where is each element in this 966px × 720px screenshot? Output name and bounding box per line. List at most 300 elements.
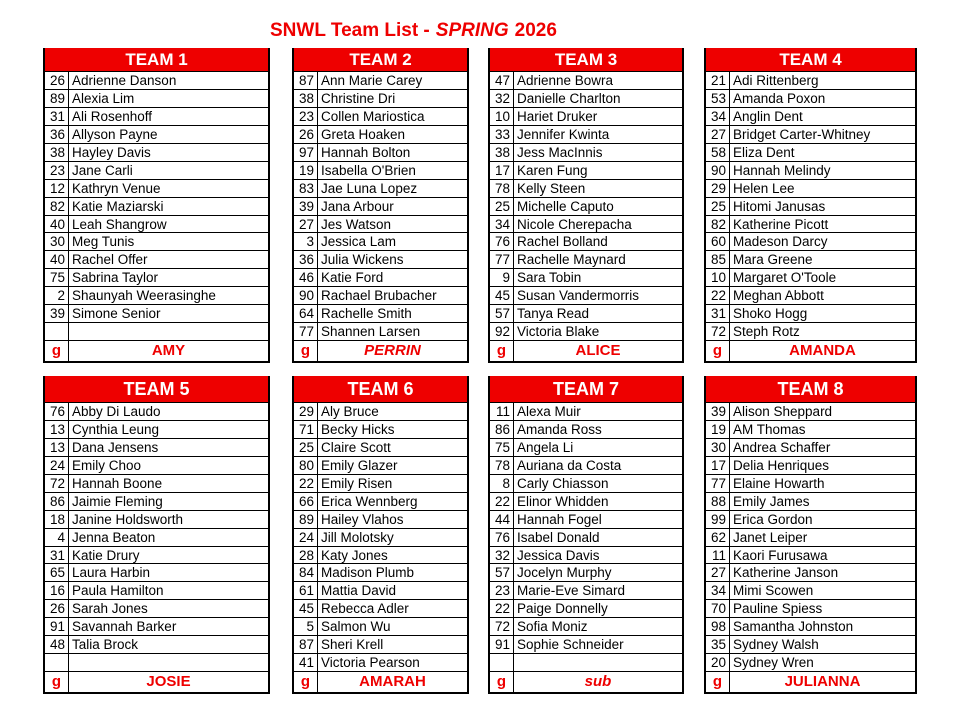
player-name: Hitomi Janusas — [733, 198, 826, 214]
player-row — [706, 403, 915, 421]
jersey-number: 13 — [45, 421, 69, 438]
player-name: Katie Ford — [321, 270, 384, 286]
goalie-marker: g — [294, 672, 318, 692]
goalie-row — [706, 672, 915, 692]
player-name — [69, 654, 268, 671]
player-name: Angela Li — [517, 439, 574, 455]
player-row — [706, 162, 915, 180]
team-header: TEAM 5 — [45, 376, 268, 403]
team-table — [43, 48, 270, 363]
player-row — [490, 108, 682, 126]
jersey-number: 72 — [706, 323, 730, 340]
jersey-number: 89 — [45, 90, 69, 107]
player-name: Jennifer Kwinta — [517, 126, 610, 142]
player-row — [706, 457, 915, 475]
player-name: Dana Jensens — [72, 439, 159, 455]
player-name: Christine Dri — [321, 90, 396, 106]
jersey-number: 48 — [45, 636, 69, 653]
jersey-number: 72 — [45, 475, 69, 492]
player-name: Hayley Davis — [72, 144, 151, 160]
team-header: TEAM 6 — [294, 376, 467, 403]
jersey-number: 66 — [294, 493, 318, 510]
jersey-number: 82 — [706, 216, 730, 233]
team-header: TEAM 7 — [490, 376, 682, 403]
player-row — [490, 457, 682, 475]
player-row — [706, 251, 915, 269]
player-name: Rachel Bolland — [517, 234, 608, 250]
jersey-number: 53 — [706, 90, 730, 107]
player-name: AM Thomas — [733, 421, 806, 437]
player-name: Jessica Davis — [517, 547, 600, 563]
player-name: Jana Arbour — [321, 198, 394, 214]
jersey-number: 31 — [45, 108, 69, 125]
player-row — [490, 529, 682, 547]
jersey-number: 61 — [294, 582, 318, 599]
player-row — [45, 216, 268, 234]
jersey-number: 90 — [294, 287, 318, 304]
player-row — [490, 305, 682, 323]
player-row — [490, 511, 682, 529]
player-name: Jocelyn Murphy — [517, 565, 612, 581]
player-row — [45, 126, 268, 144]
jersey-number: 78 — [490, 180, 514, 197]
player-name: Tanya Read — [517, 306, 590, 322]
player-row — [490, 547, 682, 565]
jersey-number: 82 — [45, 198, 69, 215]
goalie-row — [490, 672, 682, 692]
player-name: Janet Leiper — [733, 529, 808, 545]
jersey-number: 80 — [294, 457, 318, 474]
jersey-number: 75 — [490, 439, 514, 456]
team-header: TEAM 4 — [706, 48, 915, 72]
player-row — [294, 547, 467, 565]
player-name: Amanda Poxon — [733, 90, 826, 106]
player-name: Susan Vandermorris — [517, 288, 640, 304]
player-name: Victoria Pearson — [321, 655, 420, 671]
jersey-number: 11 — [490, 403, 514, 420]
jersey-number: 85 — [706, 251, 730, 268]
team-table — [488, 376, 684, 694]
player-name: Adrienne Bowra — [517, 73, 614, 88]
player-row — [490, 251, 682, 269]
player-name: Marie-Eve Simard — [517, 583, 626, 599]
jersey-number: 31 — [45, 547, 69, 564]
player-name: Helen Lee — [733, 180, 795, 196]
jersey-number: 27 — [706, 564, 730, 581]
player-name: Sydney Walsh — [733, 637, 819, 653]
title-main: SNWL Team List - — [270, 20, 430, 41]
jersey-number: 57 — [490, 564, 514, 581]
goalie-marker: g — [45, 672, 69, 692]
goalie-row — [45, 341, 268, 361]
player-name: Steph Rotz — [733, 324, 800, 340]
team-header: TEAM 8 — [706, 376, 915, 403]
jersey-number: 89 — [294, 511, 318, 528]
jersey-number: 26 — [294, 126, 318, 143]
player-name: Carly Chiasson — [517, 475, 609, 491]
player-name: Mara Greene — [733, 252, 813, 268]
player-row — [45, 475, 268, 493]
player-row — [45, 269, 268, 287]
page-title — [270, 20, 557, 44]
title-year: 2026 — [514, 20, 557, 41]
player-name: Jaimie Fleming — [72, 493, 163, 509]
player-row — [490, 636, 682, 654]
jersey-number: 23 — [490, 582, 514, 599]
jersey-number: 39 — [706, 403, 730, 420]
goalie-marker: g — [706, 341, 730, 361]
jersey-number: 34 — [490, 216, 514, 233]
player-row — [45, 251, 268, 269]
player-name: Sofia Moniz — [517, 619, 588, 635]
player-row — [706, 547, 915, 565]
player-name: Paige Donnelly — [517, 601, 608, 617]
player-name: Delia Henriques — [733, 457, 830, 473]
jersey-number: 62 — [706, 529, 730, 546]
player-row — [490, 654, 682, 672]
player-name: Amanda Ross — [517, 421, 602, 437]
player-row — [294, 403, 467, 421]
player-row — [45, 305, 268, 323]
player-row — [706, 421, 915, 439]
player-row — [490, 582, 682, 600]
player-row — [294, 439, 467, 457]
jersey-number: 77 — [294, 323, 318, 340]
player-name: Collen Mariostica — [321, 108, 425, 124]
player-row — [706, 180, 915, 198]
jersey-number: 29 — [294, 403, 318, 420]
jersey-number: 33 — [490, 126, 514, 143]
jersey-number: 27 — [706, 126, 730, 143]
jersey-number: 22 — [294, 475, 318, 492]
player-row — [706, 618, 915, 636]
jersey-number: 70 — [706, 600, 730, 617]
player-row — [45, 600, 268, 618]
player-name: Aly Bruce — [321, 404, 379, 419]
player-name: Isabella O'Brien — [321, 162, 416, 178]
player-name: Leah Shangrow — [72, 216, 167, 232]
player-name: Shannen Larsen — [321, 324, 421, 340]
jersey-number: 40 — [45, 251, 69, 268]
player-row — [45, 582, 268, 600]
player-name: Laura Harbin — [72, 565, 151, 581]
jersey-number: 30 — [45, 233, 69, 250]
jersey-number: 77 — [706, 475, 730, 492]
player-name: Emily Risen — [321, 475, 393, 491]
jersey-number: 4 — [45, 529, 69, 546]
player-name: Pauline Spiess — [733, 601, 823, 617]
player-name: Karen Fung — [517, 162, 588, 178]
player-name: Margaret O'Toole — [733, 270, 837, 286]
player-row — [45, 511, 268, 529]
player-row — [706, 636, 915, 654]
jersey-number: 76 — [490, 233, 514, 250]
jersey-number: 91 — [45, 618, 69, 635]
player-row — [294, 126, 467, 144]
jersey-number: 9 — [490, 269, 514, 286]
player-name: Isabel Donald — [517, 529, 600, 545]
jersey-number: 11 — [706, 547, 730, 564]
goalie-marker: g — [490, 341, 514, 361]
jersey-number: 8 — [490, 475, 514, 492]
jersey-number: 28 — [294, 547, 318, 564]
jersey-number: 84 — [294, 564, 318, 581]
player-row — [45, 144, 268, 162]
player-name: Mimi Scowen — [733, 583, 814, 599]
player-row — [45, 439, 268, 457]
player-row — [45, 421, 268, 439]
player-name: Shaunyah Weerasinghe — [72, 288, 216, 304]
player-row — [294, 162, 467, 180]
player-row — [706, 529, 915, 547]
player-row — [294, 269, 467, 287]
player-row — [706, 439, 915, 457]
player-name: Anglin Dent — [733, 108, 803, 124]
team-table — [43, 376, 270, 694]
player-name: Alexa Muir — [517, 404, 581, 419]
player-row — [490, 72, 682, 90]
player-row — [490, 269, 682, 287]
goalie-row — [490, 341, 682, 361]
player-name: Nicole Cherepacha — [517, 216, 632, 232]
jersey-number: 34 — [706, 108, 730, 125]
jersey-number: 38 — [45, 144, 69, 161]
player-row — [490, 198, 682, 216]
player-name: Katherine Janson — [733, 565, 839, 581]
player-row — [706, 198, 915, 216]
jersey-number: 76 — [45, 403, 69, 420]
team-header: TEAM 3 — [490, 48, 682, 72]
player-name: Emily James — [733, 493, 810, 509]
player-name: Sabrina Taylor — [72, 270, 159, 286]
goalie-marker: g — [706, 672, 730, 692]
jersey-number: 39 — [45, 305, 69, 322]
player-name: Hannah Melindy — [733, 162, 831, 178]
goalie-name: PERRIN — [364, 342, 421, 360]
player-row — [294, 305, 467, 323]
player-name: Hannah Boone — [72, 475, 163, 491]
goalie-name: JOSIE — [146, 673, 191, 691]
jersey-number: 97 — [294, 144, 318, 161]
player-row — [490, 564, 682, 582]
jersey-number: 31 — [706, 305, 730, 322]
jersey-number: 98 — [706, 618, 730, 635]
player-name: Auriana da Costa — [517, 457, 622, 473]
player-name: Kelly Steen — [517, 180, 586, 196]
jersey-number: 22 — [490, 493, 514, 510]
player-name: Ali Rosenhoff — [72, 108, 153, 124]
player-name: Hailey Vlahos — [321, 511, 404, 527]
player-row — [294, 475, 467, 493]
player-name — [514, 654, 682, 671]
jersey-number: 23 — [45, 162, 69, 179]
jersey-number: 83 — [294, 180, 318, 197]
player-name: Michelle Caputo — [517, 198, 614, 214]
goalie-marker: g — [294, 341, 318, 361]
jersey-number: 88 — [706, 493, 730, 510]
player-name: Emily Choo — [72, 457, 142, 473]
jersey-number: 2 — [45, 287, 69, 304]
player-row — [490, 403, 682, 421]
player-name: Sydney Wren — [733, 655, 814, 671]
jersey-number — [490, 654, 514, 671]
player-row — [706, 108, 915, 126]
player-row — [294, 511, 467, 529]
player-row — [45, 654, 268, 672]
player-name: Hannah Bolton — [321, 144, 411, 160]
jersey-number: 27 — [294, 216, 318, 233]
team-header: TEAM 1 — [45, 48, 268, 72]
player-name: Rachelle Maynard — [517, 252, 626, 268]
player-row — [490, 90, 682, 108]
player-name: Jess MacInnis — [517, 144, 603, 160]
player-name: Hannah Fogel — [517, 511, 602, 527]
player-row — [490, 421, 682, 439]
player-name: Sara Tobin — [517, 270, 582, 286]
player-row — [45, 636, 268, 654]
player-name: Ann Marie Carey — [321, 73, 423, 88]
player-row — [706, 144, 915, 162]
jersey-number: 22 — [706, 287, 730, 304]
player-name: Savannah Barker — [72, 619, 177, 635]
player-row — [45, 108, 268, 126]
player-row — [45, 618, 268, 636]
team-table — [292, 376, 469, 694]
jersey-number — [45, 654, 69, 671]
player-name: Kaori Furusawa — [733, 547, 828, 563]
player-row — [706, 654, 915, 672]
jersey-number: 24 — [294, 529, 318, 546]
jersey-number: 24 — [45, 457, 69, 474]
player-row — [294, 618, 467, 636]
jersey-number: 47 — [490, 72, 514, 89]
player-row — [294, 323, 467, 341]
player-row — [45, 72, 268, 90]
player-name: Bridget Carter-Whitney — [733, 126, 871, 142]
goalie-row — [45, 672, 268, 692]
jersey-number: 29 — [706, 180, 730, 197]
player-row — [490, 439, 682, 457]
player-row — [45, 90, 268, 108]
jersey-number: 34 — [706, 582, 730, 599]
team-table — [488, 48, 684, 363]
player-row — [490, 493, 682, 511]
jersey-number: 25 — [294, 439, 318, 456]
player-row — [294, 529, 467, 547]
jersey-number — [45, 323, 69, 340]
player-name: Alexia Lim — [72, 90, 135, 106]
player-name: Mattia David — [321, 583, 397, 599]
jersey-number: 75 — [45, 269, 69, 286]
goalie-name: AMARAH — [359, 673, 426, 691]
team-table — [704, 376, 917, 694]
player-name: Rachel Offer — [72, 252, 148, 268]
player-name: Jane Carli — [72, 162, 133, 178]
jersey-number: 18 — [45, 511, 69, 528]
team-table — [704, 48, 917, 363]
player-row — [45, 403, 268, 421]
jersey-number: 19 — [706, 421, 730, 438]
player-row — [294, 421, 467, 439]
player-name — [69, 323, 268, 340]
player-name: Abby Di Laudo — [72, 404, 161, 419]
player-row — [294, 457, 467, 475]
title-season: SPRING — [435, 20, 509, 41]
jersey-number: 86 — [490, 421, 514, 438]
player-row — [706, 475, 915, 493]
player-row — [490, 216, 682, 234]
player-name: Elinor Whidden — [517, 493, 609, 509]
player-row — [294, 233, 467, 251]
jersey-number: 45 — [294, 600, 318, 617]
player-name: Alison Sheppard — [733, 404, 833, 419]
goalie-row — [294, 672, 467, 692]
jersey-number: 10 — [490, 108, 514, 125]
player-row — [294, 636, 467, 654]
player-row — [294, 251, 467, 269]
player-row — [706, 72, 915, 90]
player-row — [490, 233, 682, 251]
player-row — [490, 323, 682, 341]
jersey-number: 36 — [45, 126, 69, 143]
player-row — [490, 162, 682, 180]
jersey-number: 26 — [45, 600, 69, 617]
jersey-number: 64 — [294, 305, 318, 322]
player-name: Janine Holdsworth — [72, 511, 184, 527]
player-row — [45, 233, 268, 251]
player-row — [45, 198, 268, 216]
jersey-number: 38 — [490, 144, 514, 161]
jersey-number: 32 — [490, 90, 514, 107]
jersey-number: 22 — [490, 600, 514, 617]
player-row — [490, 475, 682, 493]
jersey-number: 41 — [294, 654, 318, 671]
goalie-marker: g — [490, 672, 514, 692]
jersey-number: 46 — [294, 269, 318, 286]
player-name: Katie Drury — [72, 547, 140, 563]
jersey-number: 25 — [490, 198, 514, 215]
player-row — [294, 287, 467, 305]
player-name: Jessica Lam — [321, 234, 397, 250]
jersey-number: 19 — [294, 162, 318, 179]
jersey-number: 13 — [45, 439, 69, 456]
player-name: Jill Molotsky — [321, 529, 394, 545]
player-row — [45, 457, 268, 475]
goalie-row — [294, 341, 467, 361]
jersey-number: 87 — [294, 636, 318, 653]
player-name: Danielle Charlton — [517, 90, 621, 106]
player-name: Meghan Abbott — [733, 288, 824, 304]
jersey-number: 30 — [706, 439, 730, 456]
player-row — [706, 493, 915, 511]
player-row — [706, 305, 915, 323]
player-name: Jes Watson — [321, 216, 392, 232]
jersey-number: 65 — [45, 564, 69, 581]
player-row — [294, 564, 467, 582]
player-row — [706, 511, 915, 529]
player-row — [706, 90, 915, 108]
player-name: Allyson Payne — [72, 126, 158, 142]
player-row — [490, 618, 682, 636]
player-name: Sophie Schneider — [517, 637, 624, 653]
player-row — [294, 90, 467, 108]
goalie-name: AMANDA — [789, 342, 856, 360]
jersey-number: 12 — [45, 180, 69, 197]
team-header: TEAM 2 — [294, 48, 467, 72]
player-row — [45, 493, 268, 511]
player-name: Madison Plumb — [321, 565, 415, 581]
player-row — [490, 180, 682, 198]
